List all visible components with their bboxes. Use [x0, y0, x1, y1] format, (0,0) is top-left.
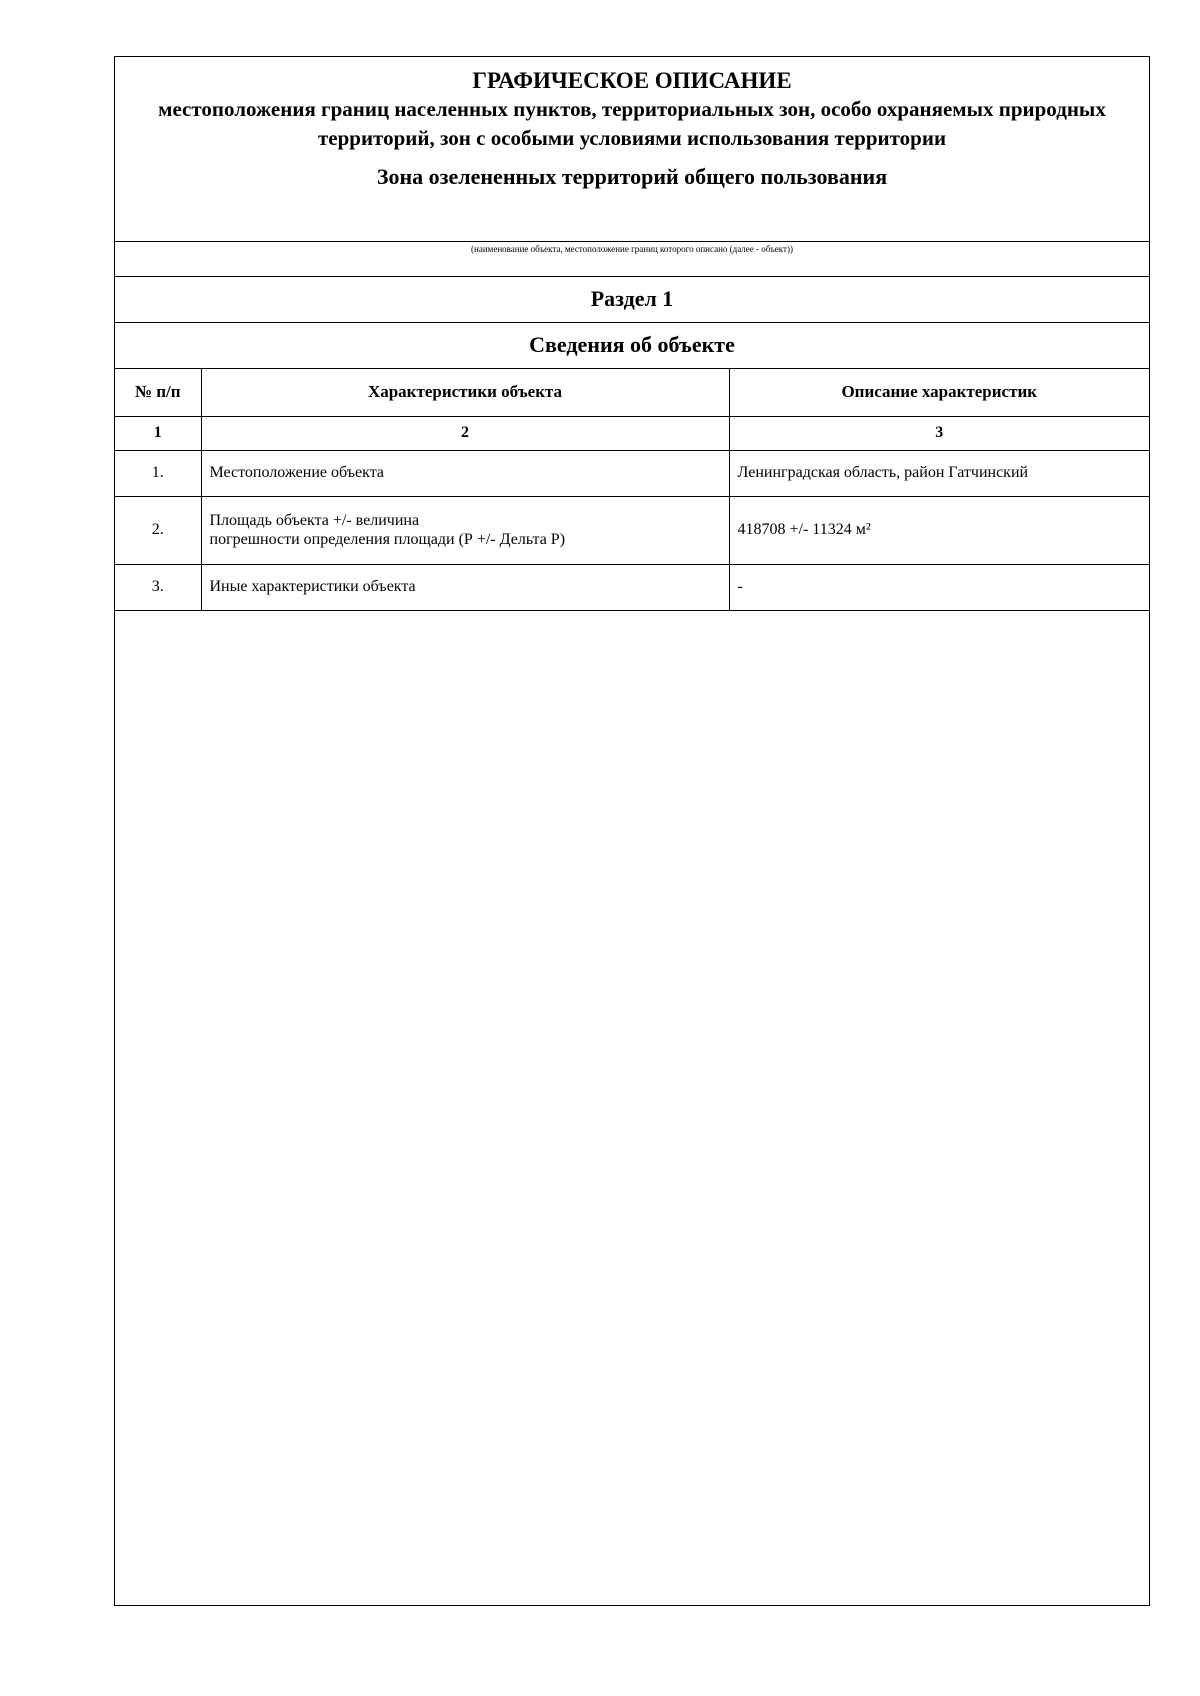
row-num: 1.	[115, 450, 201, 496]
row-num: 3.	[115, 564, 201, 610]
table-header-row	[115, 369, 1149, 416]
section-label: Раздел 1	[115, 277, 1149, 323]
header-characteristic: Характеристики объекта	[201, 369, 729, 416]
table-row	[115, 496, 1149, 564]
document-subtitle: местоположения границ населенных пунктов, территориальных зон, особо охраняемых природных территорий, зон с особыми условиями использования территории	[158, 97, 1106, 150]
row-num: 2.	[115, 496, 201, 564]
table-index-row	[115, 416, 1149, 450]
row-characteristic	[201, 496, 729, 564]
row-description: 418708 +/- 11324 м²	[729, 496, 1149, 564]
section-name: Сведения об объекте	[115, 323, 1149, 369]
table-row	[115, 450, 1149, 496]
table-row	[115, 564, 1149, 610]
row-characteristic-line: погрешности определения площади (Р +/- Дельта Р)	[209, 531, 566, 548]
header-num: № п/п	[115, 369, 201, 416]
index-cell: 1	[115, 416, 201, 450]
object-caption: (наименование объекта, местоположение границ которого описано (далее - объект))	[471, 244, 793, 254]
document-frame	[114, 56, 1150, 1606]
header-description: Описание характеристик	[729, 369, 1149, 416]
zone-name: Зона озелененных территорий общего пользования	[376, 164, 888, 189]
document-title: ГРАФИЧЕСКОЕ ОПИСАНИЕ	[472, 68, 792, 93]
row-description: -	[729, 564, 1149, 610]
object-caption-row	[115, 242, 1149, 277]
row-characteristic: Иные характеристики объекта	[201, 564, 729, 610]
row-characteristic-line: Площадь объекта +/- величина	[209, 512, 420, 529]
row-description: Ленинградская область, район Гатчинский	[729, 450, 1149, 496]
index-cell: 2	[201, 416, 729, 450]
index-cell: 3	[729, 416, 1149, 450]
title-block	[115, 57, 1149, 242]
row-characteristic: Местоположение объекта	[201, 450, 729, 496]
object-info-table	[115, 369, 1149, 611]
